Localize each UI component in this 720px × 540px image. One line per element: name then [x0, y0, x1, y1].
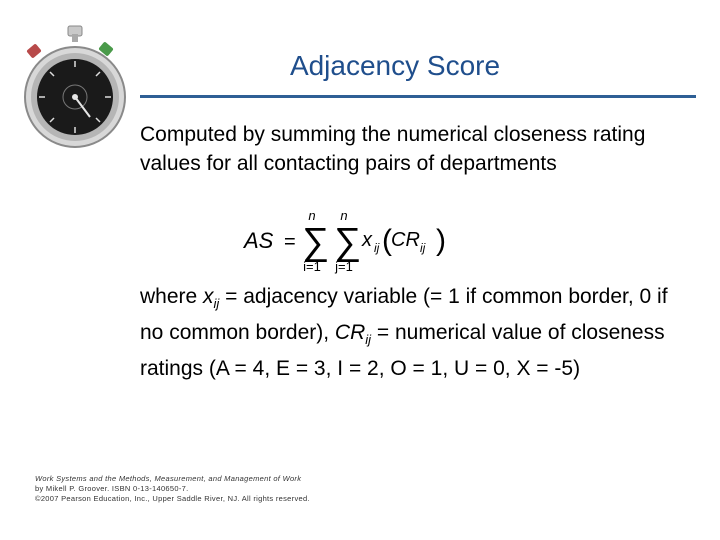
footer-line-1: Work Systems and the Methods, Measurement, and Management of Work	[35, 474, 302, 483]
var-x-sub: ij	[213, 296, 220, 312]
formula-cr-sub: ij	[420, 241, 426, 255]
copyright-footer	[35, 474, 335, 504]
formula-cr: CR	[391, 229, 420, 251]
footer-line-3: ©2007 Pearson Education, Inc., Upper Saddle River, NJ. All rights reserved.	[35, 494, 310, 503]
sum2-lower: j=1	[335, 259, 353, 274]
formula-paren-open: (	[382, 224, 392, 257]
slide-title: Adjacency Score	[289, 50, 501, 81]
cr-definition: = numerical value of closeness ratings (A = 4, E = 3, I = 2, O = 1, U = 0, X = -5)	[140, 321, 665, 381]
definition-text: Computed by summing the numerical closeness rating values for all contacting pairs of departments	[140, 123, 646, 175]
formula-x-sub: ij	[374, 241, 380, 255]
adjacency-score-formula	[240, 206, 460, 276]
formula-x: x	[362, 229, 372, 251]
formula-equals: =	[284, 231, 296, 253]
x-definition: = adjacency variable (= 1 if common border, 0 if no common border),	[140, 285, 668, 345]
sum1-lower: i=1	[303, 259, 321, 274]
var-cr-sub: ij	[365, 332, 372, 348]
stopwatch-icon	[20, 22, 130, 152]
formula-paren-close: )	[436, 224, 446, 257]
sum1-upper: n	[308, 208, 316, 223]
var-cr: CR	[334, 321, 366, 345]
sum2-symbol: ∑	[334, 221, 362, 263]
var-x: x	[203, 285, 214, 308]
sum2-upper: n	[340, 208, 348, 223]
formula-lhs: AS	[244, 228, 274, 253]
title-divider	[140, 95, 696, 98]
where-text: where	[140, 285, 204, 308]
variable-definitions	[140, 282, 680, 383]
sum1-symbol: ∑	[302, 221, 330, 263]
footer-line-2: by Mikell P. Groover. ISBN 0-13-140650-7.	[35, 484, 189, 493]
